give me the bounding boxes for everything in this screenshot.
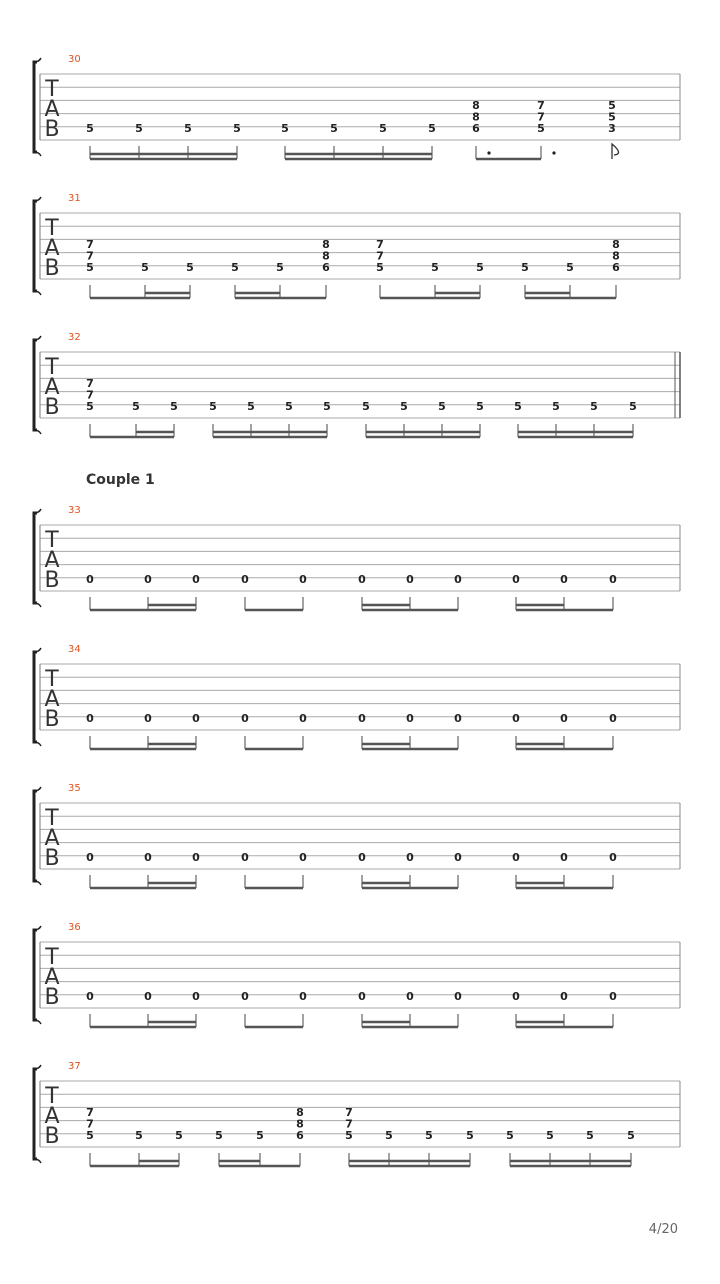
- duration-dot: [552, 151, 555, 154]
- section-title: Couple 1: [86, 472, 155, 488]
- fret-number: 0: [86, 990, 94, 1003]
- fret-number: 8: [322, 238, 330, 251]
- fret-number: 5: [141, 261, 149, 274]
- fret-number: 0: [299, 990, 307, 1003]
- measure-number: 34: [68, 644, 81, 655]
- fret-number: 5: [537, 122, 545, 135]
- system-bracket: [34, 1069, 37, 1159]
- bracket-hook: [34, 58, 41, 62]
- fret-number: 5: [608, 99, 616, 112]
- fret-number: 7: [345, 1106, 353, 1119]
- tab-clef-letter: A: [44, 97, 60, 122]
- fret-number: 6: [296, 1129, 304, 1142]
- bracket-hook: [34, 509, 41, 513]
- fret-number: 5: [86, 122, 94, 135]
- fret-number: 7: [86, 249, 94, 263]
- bracket-hook: [34, 197, 41, 201]
- fret-number: 7: [537, 110, 545, 124]
- fret-number: 5: [608, 110, 616, 124]
- fret-number: 0: [454, 851, 462, 864]
- tab-clef-letter: B: [44, 568, 60, 593]
- tab-clef-letter: A: [44, 548, 60, 573]
- fret-number: 5: [566, 261, 574, 274]
- fret-number: 5: [285, 400, 293, 413]
- bracket-hook: [34, 926, 41, 930]
- fret-number: 5: [428, 122, 436, 135]
- duration-dot: [487, 151, 490, 154]
- fret-number: 0: [512, 851, 520, 864]
- tab-clef-letter: T: [45, 216, 59, 241]
- fret-number: 5: [170, 400, 178, 413]
- tab-clef-letter: T: [45, 77, 59, 102]
- note-flag: [612, 144, 619, 159]
- fret-number: 0: [560, 573, 568, 586]
- tab-clef-letter: T: [45, 945, 59, 970]
- fret-number: 8: [472, 110, 480, 124]
- fret-number: 6: [472, 122, 480, 135]
- tab-clef-letter: B: [44, 1124, 60, 1149]
- fret-number: 5: [552, 400, 560, 413]
- fret-number: 5: [385, 1129, 393, 1142]
- fret-number: 5: [256, 1129, 264, 1142]
- fret-number: 5: [466, 1129, 474, 1142]
- fret-number: 8: [472, 99, 480, 112]
- fret-number: 5: [175, 1129, 183, 1142]
- fret-number: 0: [241, 573, 249, 586]
- tab-clef-letter: B: [44, 707, 60, 732]
- fret-number: 0: [512, 573, 520, 586]
- fret-number: 0: [358, 990, 366, 1003]
- fret-number: 0: [192, 573, 200, 586]
- fret-number: 7: [86, 1117, 94, 1131]
- tab-clef-letter: B: [44, 846, 60, 871]
- fret-number: 0: [144, 851, 152, 864]
- bracket-hook: [34, 1020, 41, 1024]
- fret-number: 7: [345, 1117, 353, 1131]
- measure-number: 33: [68, 505, 81, 516]
- fret-number: 5: [281, 122, 289, 135]
- fret-number: 0: [358, 851, 366, 864]
- fret-number: 5: [135, 122, 143, 135]
- bracket-hook: [34, 603, 41, 607]
- fret-number: 0: [406, 712, 414, 725]
- tab-clef-letter: B: [44, 395, 60, 420]
- fret-number: 0: [609, 573, 617, 586]
- fret-number: 5: [323, 400, 331, 413]
- system-bracket: [34, 340, 37, 430]
- fret-number: 0: [406, 851, 414, 864]
- measure-number: 30: [68, 54, 81, 65]
- bracket-hook: [34, 1065, 41, 1069]
- fret-number: 5: [247, 400, 255, 413]
- tab-clef-letter: A: [44, 687, 60, 712]
- fret-number: 8: [612, 238, 620, 251]
- measure-number: 37: [68, 1061, 81, 1072]
- fret-number: 0: [86, 573, 94, 586]
- fret-number: 8: [322, 249, 330, 263]
- tab-clef-letter: T: [45, 1084, 59, 1109]
- fret-number: 0: [560, 712, 568, 725]
- fret-number: 0: [609, 712, 617, 725]
- fret-number: 5: [233, 122, 241, 135]
- system-bracket: [34, 791, 37, 881]
- fret-number: 0: [144, 573, 152, 586]
- fret-number: 0: [86, 712, 94, 725]
- fret-number: 5: [215, 1129, 223, 1142]
- bracket-hook: [34, 291, 41, 295]
- fret-number: 5: [86, 1129, 94, 1142]
- fret-number: 5: [86, 261, 94, 274]
- fret-number: 5: [476, 261, 484, 274]
- fret-number: 0: [144, 990, 152, 1003]
- system-bracket: [34, 930, 37, 1020]
- tab-clef-letter: A: [44, 375, 60, 400]
- system-bracket: [34, 513, 37, 603]
- fret-number: 0: [406, 573, 414, 586]
- fret-number: 5: [438, 400, 446, 413]
- fret-number: 5: [590, 400, 598, 413]
- tab-clef-letter: T: [45, 355, 59, 380]
- fret-number: 5: [184, 122, 192, 135]
- fret-number: 8: [296, 1106, 304, 1119]
- fret-number: 5: [330, 122, 338, 135]
- fret-number: 0: [609, 851, 617, 864]
- page-number: 4/20: [648, 1222, 678, 1237]
- fret-number: 0: [512, 712, 520, 725]
- fret-number: 5: [376, 261, 384, 274]
- tab-clef-letter: T: [45, 806, 59, 831]
- system-bracket: [34, 201, 37, 291]
- fret-number: 7: [86, 1106, 94, 1119]
- fret-number: 5: [506, 1129, 514, 1142]
- fret-number: 0: [609, 990, 617, 1003]
- fret-number: 5: [132, 400, 140, 413]
- system-bracket: [34, 62, 37, 152]
- fret-number: 7: [86, 388, 94, 402]
- fret-number: 5: [362, 400, 370, 413]
- fret-number: 0: [560, 851, 568, 864]
- fret-number: 5: [521, 261, 529, 274]
- fret-number: 5: [431, 261, 439, 274]
- fret-number: 6: [612, 261, 620, 274]
- fret-number: 8: [296, 1117, 304, 1131]
- fret-number: 6: [322, 261, 330, 274]
- fret-number: 5: [425, 1129, 433, 1142]
- fret-number: 0: [358, 573, 366, 586]
- measure-number: 36: [68, 922, 81, 933]
- measure-number: 32: [68, 332, 81, 343]
- fret-number: 5: [546, 1129, 554, 1142]
- fret-number: 5: [276, 261, 284, 274]
- fret-number: 0: [560, 990, 568, 1003]
- fret-number: 5: [400, 400, 408, 413]
- tab-clef-letter: T: [45, 528, 59, 553]
- measure-number: 31: [68, 193, 81, 204]
- fret-number: 5: [379, 122, 387, 135]
- fret-number: 0: [358, 712, 366, 725]
- bracket-hook: [34, 152, 41, 156]
- fret-number: 7: [537, 99, 545, 112]
- bracket-hook: [34, 881, 41, 885]
- fret-number: 0: [241, 851, 249, 864]
- fret-number: 0: [454, 573, 462, 586]
- fret-number: 5: [627, 1129, 635, 1142]
- bracket-hook: [34, 648, 41, 652]
- tab-clef-letter: A: [44, 1104, 60, 1129]
- bracket-hook: [34, 430, 41, 434]
- measure-number: 35: [68, 783, 81, 794]
- fret-number: 5: [135, 1129, 143, 1142]
- fret-number: 0: [454, 712, 462, 725]
- tab-clef-letter: T: [45, 667, 59, 692]
- fret-number: 5: [186, 261, 194, 274]
- fret-number: 0: [454, 990, 462, 1003]
- system-bracket: [34, 652, 37, 742]
- bracket-hook: [34, 1159, 41, 1163]
- fret-number: 0: [86, 851, 94, 864]
- fret-number: 5: [514, 400, 522, 413]
- fret-number: 5: [86, 400, 94, 413]
- fret-number: 0: [299, 573, 307, 586]
- fret-number: 7: [86, 238, 94, 251]
- fret-number: 5: [345, 1129, 353, 1142]
- fret-number: 0: [299, 712, 307, 725]
- fret-number: 7: [376, 249, 384, 263]
- fret-number: 0: [241, 990, 249, 1003]
- fret-number: 0: [192, 851, 200, 864]
- fret-number: 5: [476, 400, 484, 413]
- tab-clef-letter: B: [44, 117, 60, 142]
- fret-number: 8: [612, 249, 620, 263]
- fret-number: 3: [608, 122, 616, 135]
- bracket-hook: [34, 787, 41, 791]
- fret-number: 7: [86, 377, 94, 390]
- tab-clef-letter: B: [44, 256, 60, 281]
- bracket-hook: [34, 336, 41, 340]
- fret-number: 0: [144, 712, 152, 725]
- tab-clef-letter: A: [44, 236, 60, 261]
- fret-number: 5: [209, 400, 217, 413]
- fret-number: 0: [406, 990, 414, 1003]
- bracket-hook: [34, 742, 41, 746]
- fret-number: 0: [299, 851, 307, 864]
- fret-number: 7: [376, 238, 384, 251]
- fret-number: 0: [192, 712, 200, 725]
- fret-number: 5: [231, 261, 239, 274]
- tab-clef-letter: A: [44, 826, 60, 851]
- fret-number: 0: [512, 990, 520, 1003]
- tab-clef-letter: B: [44, 985, 60, 1010]
- fret-number: 0: [192, 990, 200, 1003]
- fret-number: 5: [586, 1129, 594, 1142]
- fret-number: 0: [241, 712, 249, 725]
- fret-number: 5: [629, 400, 637, 413]
- tab-clef-letter: A: [44, 965, 60, 990]
